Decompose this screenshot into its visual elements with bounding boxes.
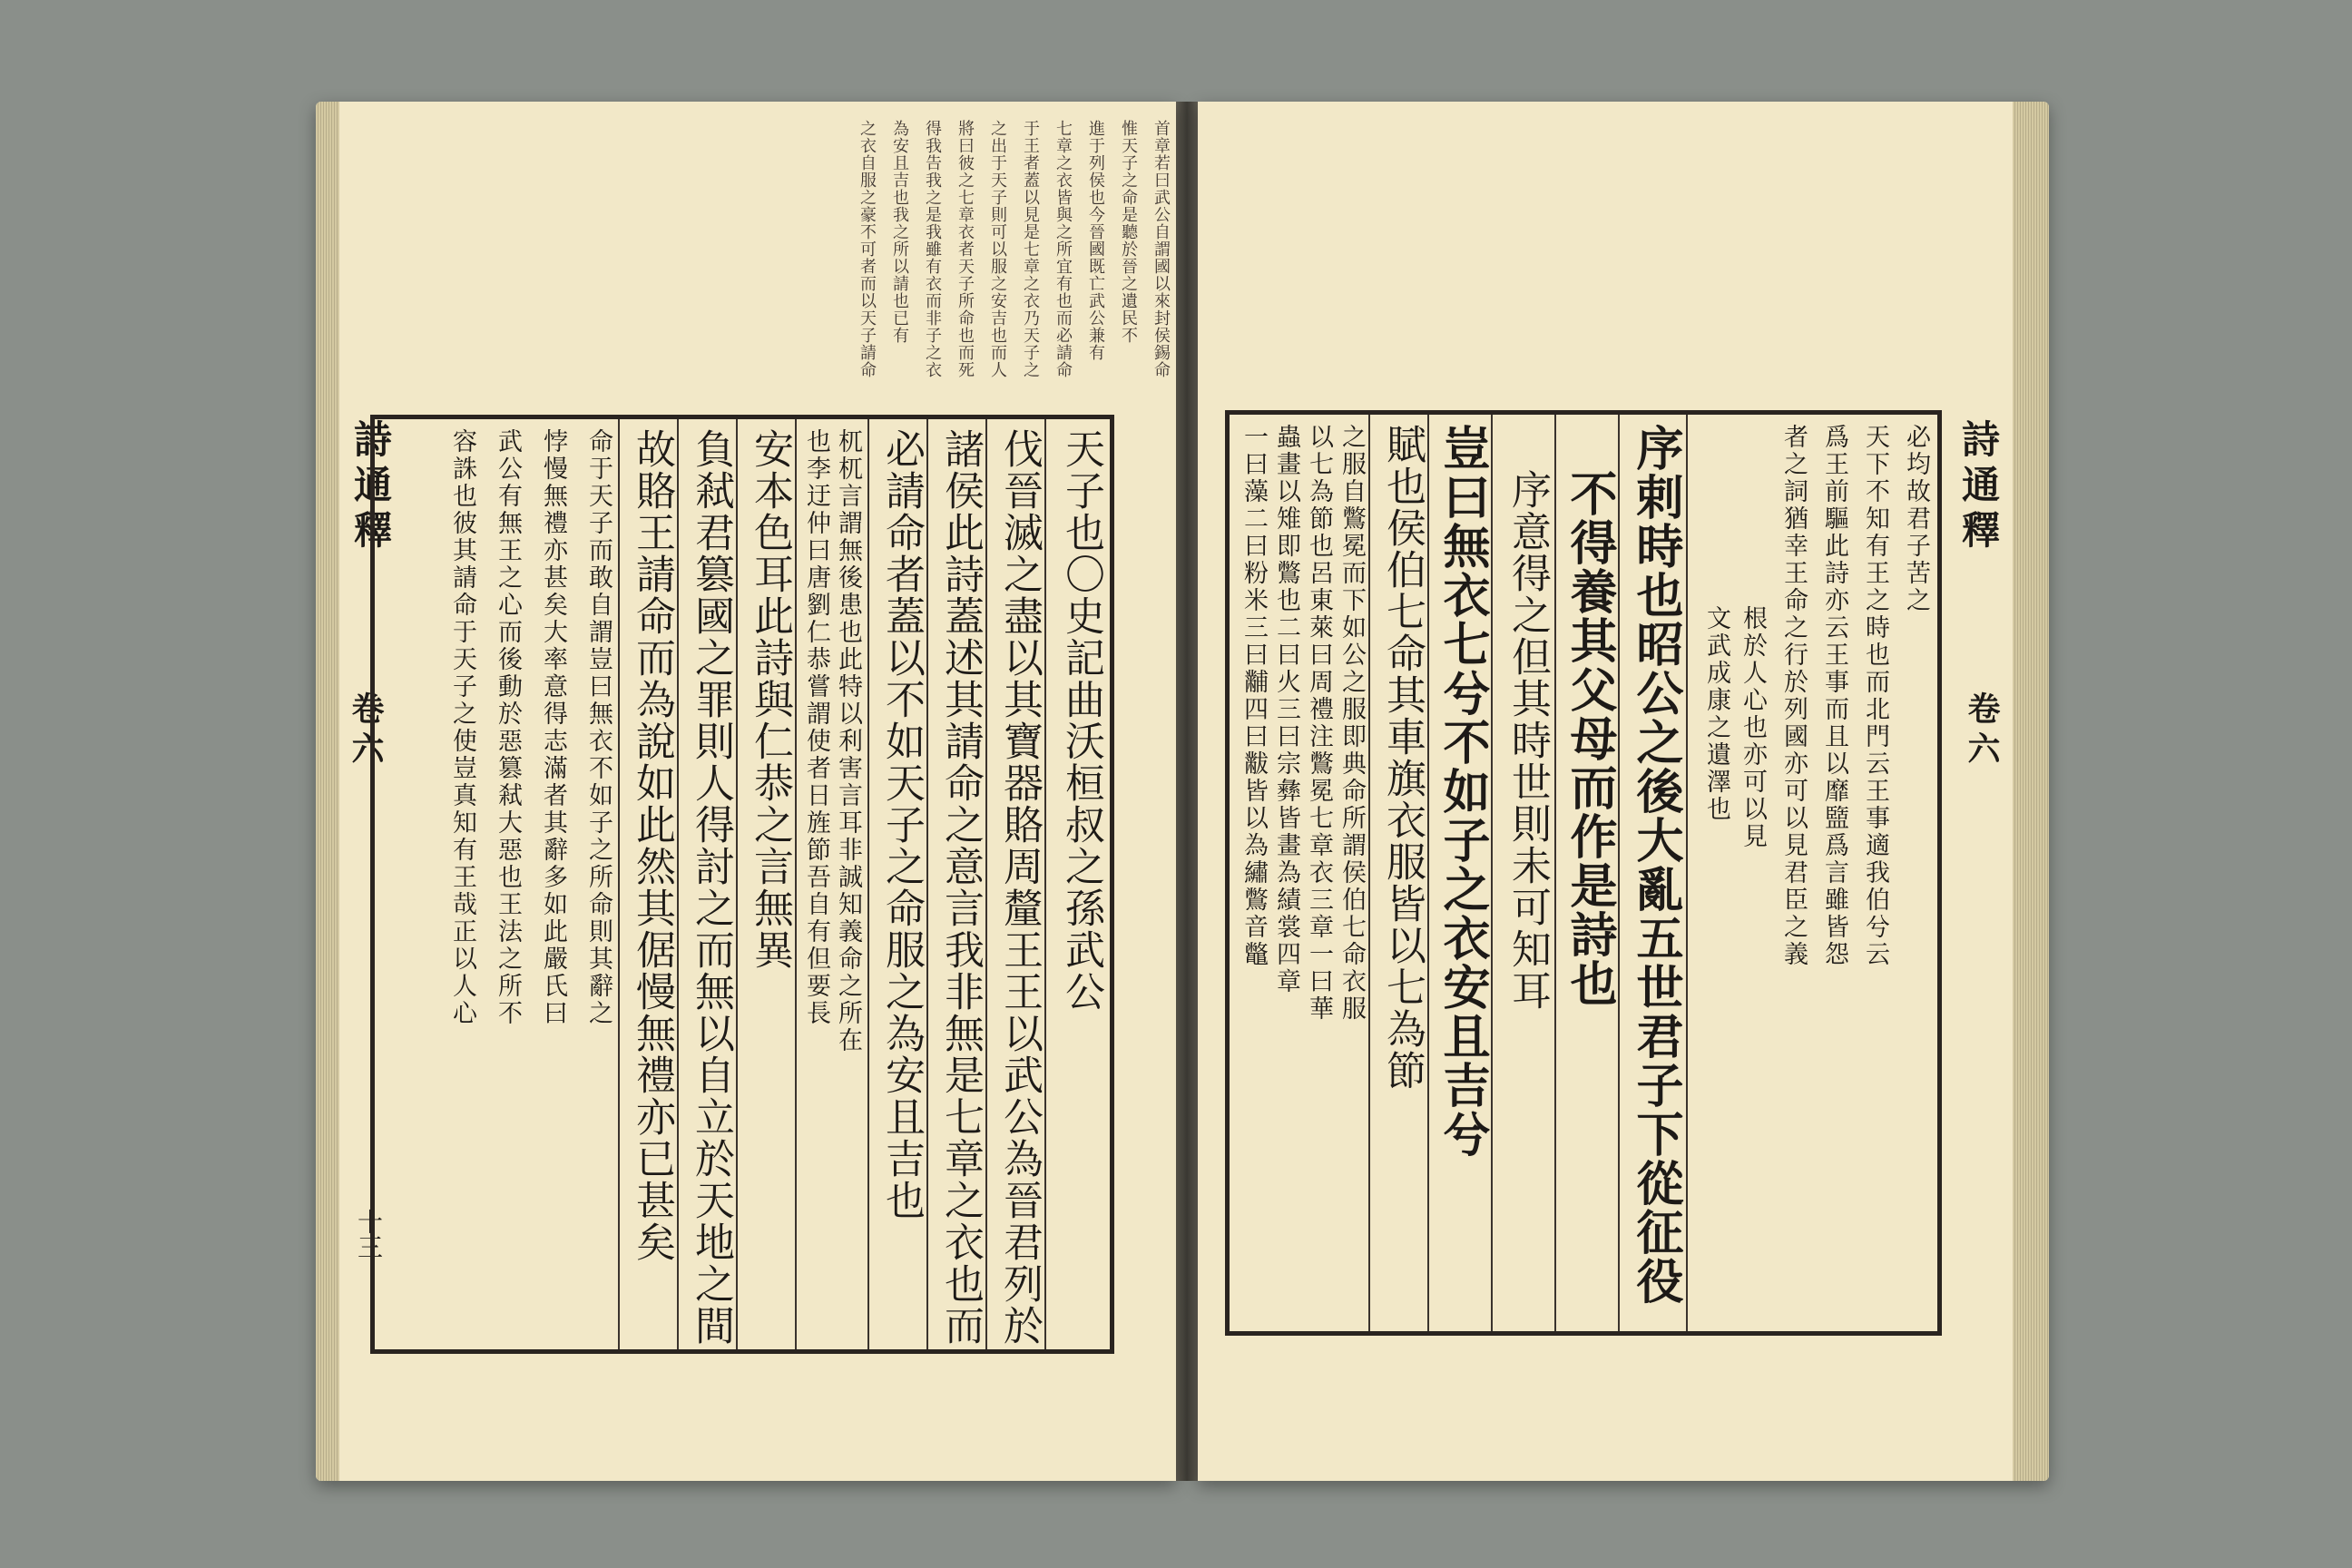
running-head-volume: 卷六 [1963, 691, 2001, 771]
column-rule [1491, 415, 1493, 1331]
left-page [316, 102, 1176, 1481]
running-head-volume: 卷六 [347, 691, 385, 771]
left-page-edges [316, 102, 339, 1481]
column-rule [677, 419, 679, 1349]
margin-note-line: 進于列侯也今晉國既亡武公兼有 [1086, 120, 1105, 361]
column-rule [985, 419, 987, 1349]
column-rule [1368, 415, 1370, 1331]
text-column: 安本色耳此詩與仁恭之言無異 [747, 428, 793, 971]
right-text-frame [1225, 410, 1942, 1336]
margin-note-line: 首章若曰武公自謂國以來封侯錫命 [1152, 120, 1171, 378]
column-rule [867, 419, 869, 1349]
text-column: 故賂王請命而為說如此然其倨慢無禮亦已甚矣 [629, 428, 675, 1263]
text-column: 容誅也彼其請命于天子之使豈真知有王哉正以人心 [448, 428, 476, 1027]
text-column: 爲王前驅此詩亦云王事而且以靡盬爲言雖皆怨 [1820, 424, 1848, 968]
column-rule [926, 419, 928, 1349]
text-column: 必請命者蓋以不如天子之命服之為安且吉也 [878, 428, 925, 1221]
book-spine [1173, 102, 1200, 1481]
text-column-verse: 豈曰無衣七兮不如子之衣安且吉兮 [1435, 424, 1490, 1159]
right-page-edges [2013, 102, 2049, 1481]
text-column-preface: 不得養其父母而作是詩也 [1562, 469, 1617, 1008]
text-column: 杌杌言謂無後患也此特以利害言耳非誠知義命之所在 [834, 428, 862, 1054]
margin-note-line: 七章之衣皆與之所宜有也而必請命 [1054, 120, 1073, 378]
column-rule [795, 419, 797, 1349]
margin-note-line: 之衣自服之豪不可者而以天子請命 [858, 120, 877, 378]
text-column: 一曰藻二曰粉米三曰黼四曰黻皆以為繡鷩音鼈 [1240, 424, 1268, 968]
column-rule [1618, 415, 1620, 1331]
text-column: 也李迂仲曰唐劉仁恭嘗謂使者日旌節吾自有但要長 [802, 428, 830, 1027]
text-column: 命于天子而敢自謂豈曰無衣不如子之所命則其辭之 [584, 428, 612, 1027]
text-column: 必均故君子苦之 [1902, 424, 1930, 614]
margin-note-line: 之出于天子則可以服之安吉也而人 [988, 120, 1007, 378]
text-column: 根於人心也亦可以見 [1739, 605, 1767, 850]
left-text-frame [370, 415, 1114, 1354]
column-rule [1554, 415, 1556, 1331]
text-column: 文武成康之遺澤也 [1702, 605, 1730, 823]
column-rule [1427, 415, 1429, 1331]
text-column: 序意得之但其時世則未可知耳 [1504, 469, 1551, 1012]
column-rule [1686, 415, 1688, 1331]
text-column: 武公有無王之心而後動於惡篡弒大惡也王法之所不 [494, 428, 522, 1027]
right-page [1198, 102, 2049, 1481]
text-column: 蟲畫以雉即鷩也二曰火三曰宗彝皆畫為績裳四章 [1272, 424, 1300, 995]
margin-note-line: 為安且吉也我之所以請也已有 [890, 120, 909, 344]
margin-note-line: 得我告我之是我雖有衣而非子之衣 [923, 120, 942, 378]
margin-note-line: 于王者蓋以見是七章之衣乃天子之 [1021, 120, 1040, 378]
text-column: 者之詞猶幸王命之行於列國亦可以見君臣之義 [1779, 424, 1808, 968]
running-head-title: 詩通釋 [1956, 419, 2001, 555]
margin-note-line: 將曰彼之七章衣者天子所命也而死 [956, 120, 975, 378]
text-column: 天子也〇史記曲沃桓叔之孫武公 [1058, 428, 1104, 1013]
text-column-preface: 序剌時也昭公之後大亂五世君子下從征役 [1628, 424, 1683, 1306]
text-column: 天下不知有王之時也而北門云王事適我伯兮云 [1861, 424, 1889, 968]
open-book [316, 102, 2049, 1481]
folio-number: 十三 [354, 1209, 384, 1259]
column-rule [736, 419, 738, 1349]
text-column: 諸侯此詩蓋述其請命之意言我非無是七章之衣也而 [937, 428, 984, 1347]
text-column: 賦也侯伯七命其車旗衣服皆以七為節 [1379, 424, 1426, 1092]
running-head-title: 詩通釋 [348, 419, 393, 555]
text-column: 伐晉滅之盡以其寶器賂周釐王王以武公為晉君列於 [996, 428, 1043, 1347]
text-column: 悖慢無禮亦甚矣大率意得志滿者其辭多如此嚴氏曰 [539, 428, 567, 1027]
text-column: 負弒君篡國之罪則人得討之而無以自立於天地之間 [688, 428, 734, 1347]
column-rule [618, 419, 620, 1349]
text-column: 之服自鷩冕而下如公之服即典命所謂侯伯七命衣服 [1338, 424, 1366, 1023]
margin-note-line: 惟天子之命是聽於晉之遺民不 [1119, 120, 1138, 344]
column-rule [1044, 419, 1046, 1349]
text-column: 以七為節也呂東萊曰周禮注鷩冕七章衣三章一曰華 [1305, 424, 1333, 1023]
left-margin-handwritten-note [833, 120, 1169, 410]
